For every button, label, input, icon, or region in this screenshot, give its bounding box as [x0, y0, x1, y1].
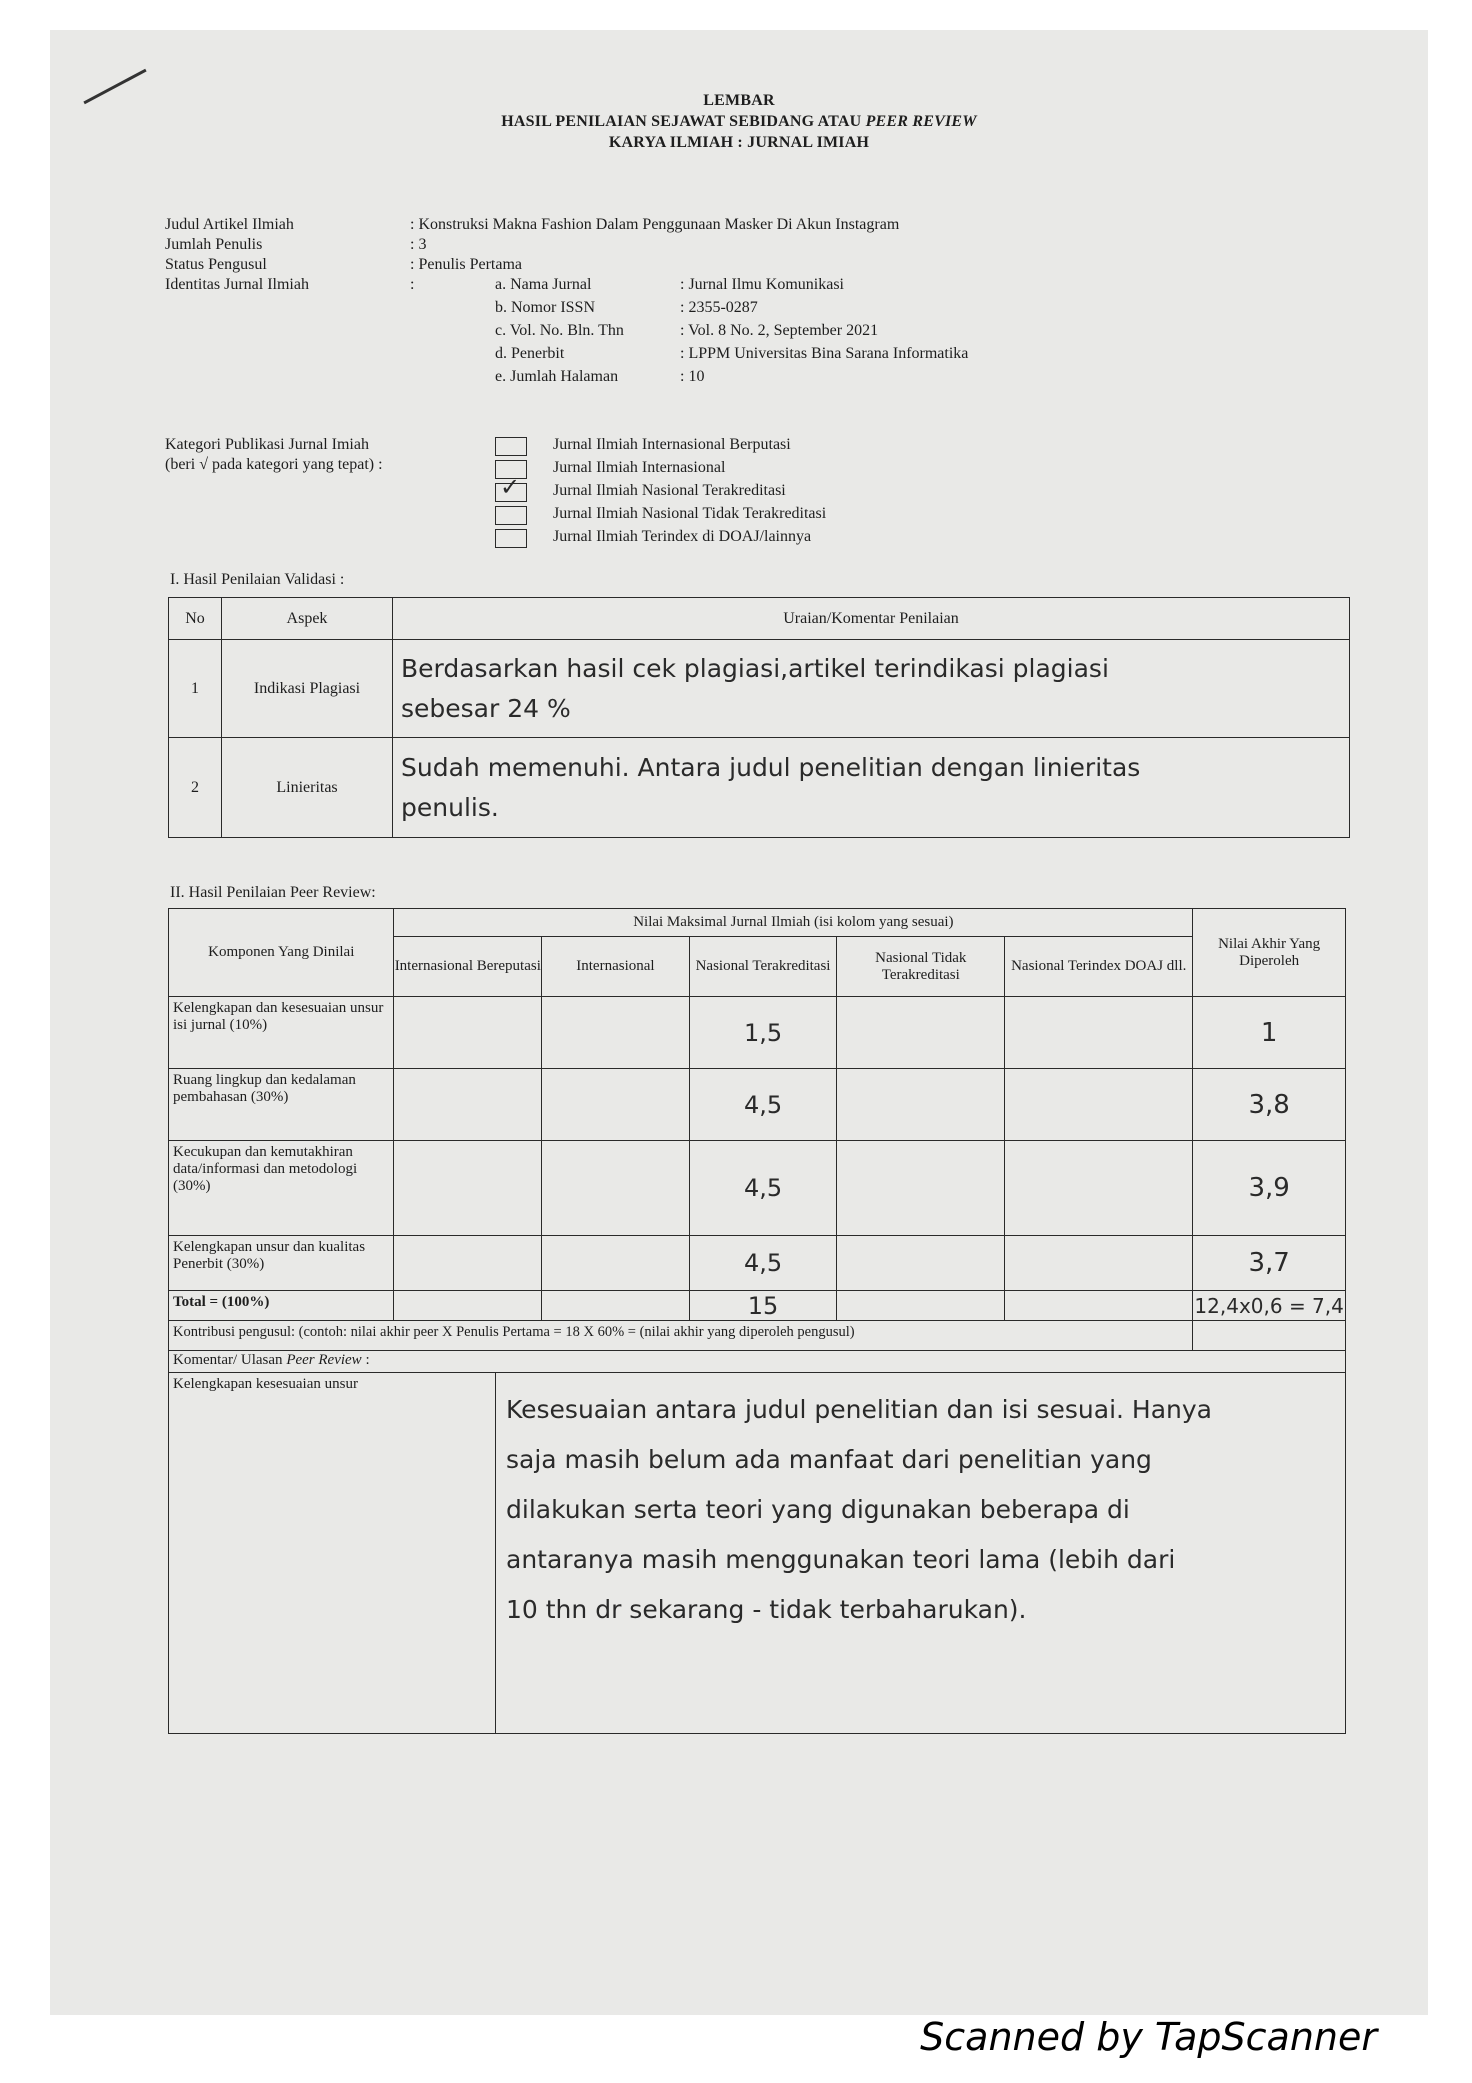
table-row: [169, 1236, 1346, 1291]
jumlah-label: Jumlah Penulis: [165, 236, 263, 253]
nasional-value: 1,5: [689, 997, 837, 1069]
status-label: Status Pengusul: [165, 256, 267, 273]
sub-label-a: a. Nama Jurnal: [495, 276, 592, 293]
sub-value-e: : 10: [680, 368, 705, 385]
kategori-option-1: Jurnal Ilmiah Internasional Berputasi: [553, 436, 791, 453]
sub-value-a: : Jurnal Ilmu Komunikasi: [680, 276, 844, 293]
validasi-row-no: 2: [169, 738, 222, 838]
validasi-title: I. Hasil Penilaian Validasi :: [170, 571, 345, 588]
total-nilai-akhir: 12,4x0,6 = 7,4: [1193, 1291, 1346, 1321]
subheader-nasional-terindex: Nasional Terindex DOAJ dll.: [1005, 937, 1193, 997]
sub-label-e: e. Jumlah Halaman: [495, 368, 619, 385]
validasi-header-uraian: Uraian/Komentar Penilaian: [393, 598, 1350, 640]
table-row: [169, 1069, 1346, 1141]
kategori-checkbox-5[interactable]: [495, 529, 527, 548]
scanner-watermark: Scanned by TapScanner: [920, 2015, 1377, 2059]
sub-value-c: : Vol. 8 No. 2, September 2021: [680, 322, 879, 339]
subheader-nasional-tidak-terakreditasi: Nasional Tidak Terakreditasi: [837, 937, 1005, 997]
komponen-header: Komponen Yang Dinilai: [169, 909, 394, 997]
total-nasional-value: 15: [689, 1291, 837, 1321]
kategori-option-2: Jurnal Ilmiah Internasional: [553, 459, 726, 476]
nilai-akhir-value: 3,8: [1193, 1069, 1346, 1141]
validasi-row-comment: Berdasarkan hasil cek plagiasi,artikel terindikasi plagiasi sebesar 24 %: [393, 640, 1350, 738]
kontribusi-note: Kontribusi pengusul: (contoh: nilai akhir peer X Penulis Pertama = 18 X 60% = (nilai akhir yang diperoleh pengusul): [169, 1321, 1193, 1351]
nilai-akhir-value: 3,7: [1193, 1236, 1346, 1291]
validasi-header-aspek: Aspek: [222, 598, 393, 640]
kelengkapan-label: Kelengkapan kesesuaian unsur: [169, 1373, 496, 1733]
validasi-row: [169, 640, 1350, 738]
komponen-cell: Kecukupan dan kemutakhiran data/informasi dan metodologi (30%): [169, 1141, 394, 1236]
nasional-value: 4,5: [689, 1141, 837, 1236]
sub-value-d: : LPPM Universitas Bina Sarana Informatika: [680, 345, 969, 362]
nasional-value: 4,5: [689, 1236, 837, 1291]
jumlah-value: : 3: [410, 236, 427, 253]
heading-line-2: HASIL PENILAIAN SEJAWAT SEBIDANG ATAU PEER REVIEW: [501, 113, 977, 130]
kategori-checkbox-1[interactable]: [495, 437, 527, 456]
judul-value: : Konstruksi Makna Fashion Dalam Penggunaan Masker Di Akun Instagram: [410, 216, 900, 233]
judul-label: Judul Artikel Ilmiah: [165, 216, 294, 233]
nilai-max-header: Nilai Maksimal Jurnal Ilmiah (isi kolom yang sesuai): [394, 909, 1193, 937]
nasional-value: 4,5: [689, 1069, 837, 1141]
scanned-paper: [50, 30, 1428, 2015]
komponen-cell: Kelengkapan dan kesesuaian unsur isi jurnal (10%): [169, 997, 394, 1069]
heading-line-1: LEMBAR: [703, 92, 775, 109]
sub-value-b: : 2355-0287: [680, 299, 758, 316]
komentar-handwritten: Kesesuaian antara judul penelitian dan isi sesuai. Hanya saja masih belum ada manfaat dari penelitian yang dilakukan serta teori yang digunakan beberapa di antaranya masih menggunakan teori lama (lebih dari 10 thn dr sekarang - tidak terbaharukan).: [506, 1395, 1212, 1624]
kategori-checkbox-4[interactable]: [495, 506, 527, 525]
validasi-row-aspek: Linieritas: [222, 738, 393, 838]
kategori-option-4: Jurnal Ilmiah Nasional Tidak Terakreditasi: [553, 505, 827, 522]
nilai-akhir-value: 3,9: [1193, 1141, 1346, 1236]
subheader-internasional-bereputasi: Internasional Bereputasi: [394, 937, 542, 997]
nilai-akhir-value: 1: [1193, 997, 1346, 1069]
sub-label-b: b. Nomor ISSN: [495, 299, 596, 316]
subheader-internasional: Internasional: [542, 937, 690, 997]
subheader-nasional-terakreditasi: Nasional Terakreditasi: [689, 937, 837, 997]
kategori-hint: (beri √ pada kategori yang tepat) :: [165, 456, 383, 473]
komentar-label: Komentar/ Ulasan Peer Review :: [169, 1351, 1346, 1373]
validasi-row: [169, 738, 1350, 838]
validasi-header-no: No: [169, 598, 222, 640]
validasi-table: [168, 597, 1350, 838]
table-row: [169, 997, 1346, 1069]
nilai-akhir-header: Nilai Akhir Yang Diperoleh: [1193, 909, 1346, 997]
identitas-label: Identitas Jurnal Ilmiah: [165, 276, 309, 293]
kategori-option-3: Jurnal Ilmiah Nasional Terakreditasi: [553, 482, 786, 499]
kategori-option-5: Jurnal Ilmiah Terindex di DOAJ/lainnya: [553, 528, 812, 545]
komponen-cell: Ruang lingkup dan kedalaman pembahasan (30%): [169, 1069, 394, 1141]
total-row: [169, 1291, 1346, 1321]
validasi-row-aspek: Indikasi Plagiasi: [222, 640, 393, 738]
table-row: [169, 1141, 1346, 1236]
validasi-row-no: 1: [169, 640, 222, 738]
total-label: Total = (100%): [169, 1291, 394, 1321]
sub-label-c: c. Vol. No. Bln. Thn: [495, 322, 624, 339]
identitas-colon: :: [410, 276, 415, 293]
validasi-row-comment: Sudah memenuhi. Antara judul penelitian dengan linieritas penulis.: [393, 738, 1350, 838]
peer-title: II. Hasil Penilaian Peer Review:: [170, 884, 376, 901]
checkmark-icon: ✓: [500, 473, 521, 501]
document-heading: [50, 90, 1428, 153]
kategori-label: Kategori Publikasi Jurnal Imiah: [165, 436, 369, 453]
peer-review-table: [168, 908, 1346, 1734]
status-value: : Penulis Pertama: [410, 256, 522, 273]
heading-line-3: KARYA ILMIAH : JURNAL IMIAH: [608, 134, 870, 151]
sub-label-d: d. Penerbit: [495, 345, 565, 362]
komponen-cell: Kelengkapan unsur dan kualitas Penerbit (30%): [169, 1236, 394, 1291]
